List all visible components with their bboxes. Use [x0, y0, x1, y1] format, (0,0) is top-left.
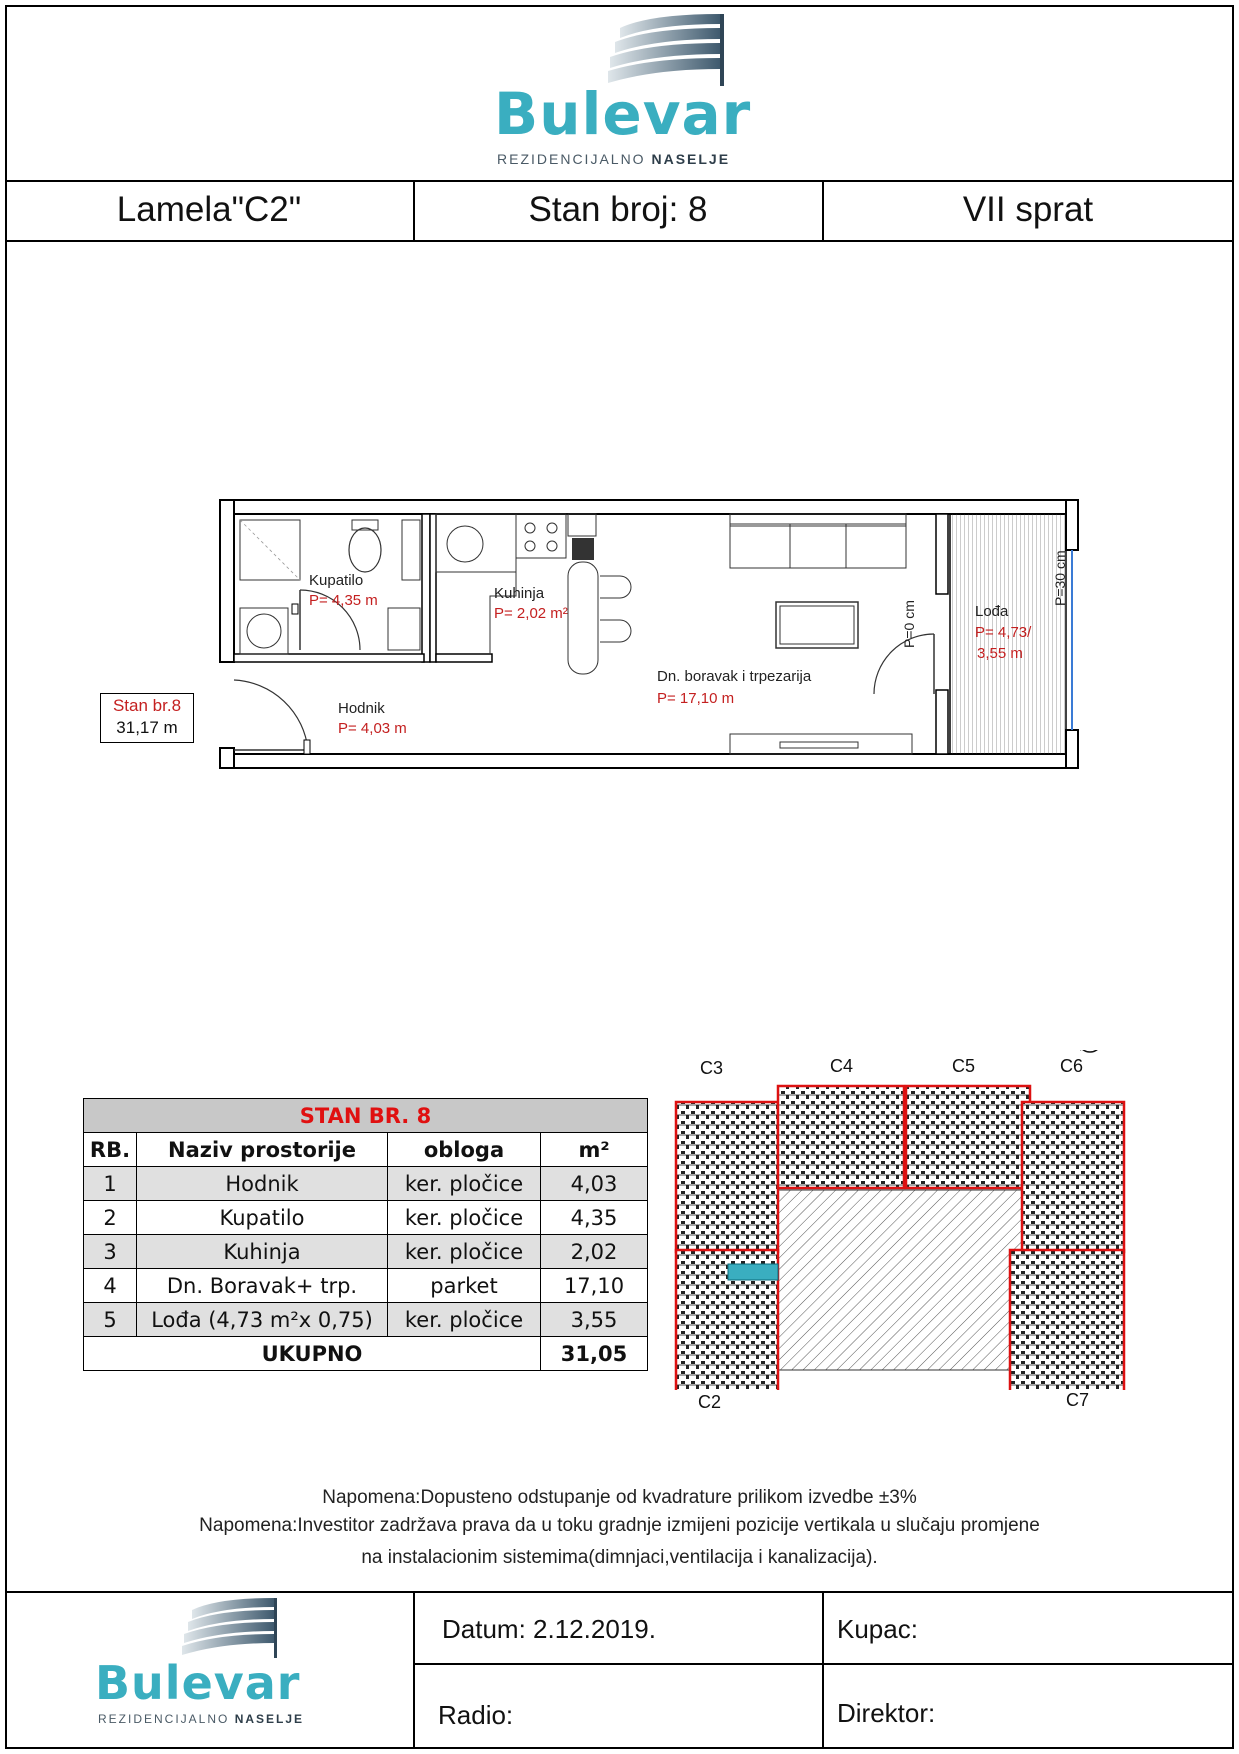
brand-tagline: REZIDENCIJALNO NASELJE: [497, 151, 731, 167]
unit-tag: [100, 693, 194, 743]
table-header: m²: [541, 1133, 648, 1167]
table-header: RB.: [84, 1133, 137, 1167]
stan-label: Stan broj: 8: [528, 190, 708, 229]
footer-col-divider: [413, 1591, 415, 1749]
site-label-c7: C7: [1066, 1390, 1090, 1410]
site-label-c4: C4: [830, 1056, 854, 1076]
table-cell: parket: [388, 1269, 541, 1303]
footer-kupac: Kupac:: [837, 1614, 918, 1644]
table-cell: 4: [84, 1269, 137, 1303]
header-divider-bottom: [5, 240, 1234, 242]
note-line-1: Napomena:Dopusteno odstupanje od kvadrature prilikom izvedbe ±3%: [322, 1487, 917, 1508]
table-cell: ker. pločice: [388, 1303, 541, 1337]
room-name-lodja: Lođa: [975, 603, 1009, 620]
footer-row-divider: [413, 1663, 1234, 1665]
table-cell: ker. pločice: [388, 1167, 541, 1201]
table-header: Naziv prostorije: [137, 1133, 388, 1167]
building-logo-icon: [490, 8, 770, 88]
north-arrow-icon: [1078, 1050, 1102, 1052]
header-logo: [490, 8, 770, 168]
table-row: [84, 1269, 648, 1303]
brand-name: Bulevar: [95, 1656, 301, 1710]
sprat-label: VII sprat: [962, 190, 1094, 229]
table-cell: 5: [84, 1303, 137, 1337]
table-row: [84, 1303, 648, 1337]
room-area-lodja-net: 3,55 m: [977, 645, 1023, 662]
outer-wall-left: [220, 500, 234, 662]
table-cell: ker. pločice: [388, 1201, 541, 1235]
site-label-c5: C5: [952, 1056, 976, 1076]
room-name-kupatilo: Kupatilo: [309, 572, 364, 589]
table-cell: Lođa (4,73 m²x 0,75): [137, 1303, 388, 1337]
room-table: [83, 1098, 648, 1371]
total-value: 31,05: [541, 1337, 648, 1371]
table-cell: Hodnik: [137, 1167, 388, 1201]
table-cell: 1: [84, 1167, 137, 1201]
kitchen-bottom-wall: [436, 654, 492, 662]
header-divider-top: [5, 180, 1234, 182]
sofa-icon: [730, 524, 906, 568]
outer-wall-top: [220, 500, 1078, 514]
table-total-row: [84, 1337, 648, 1371]
footer-direktor: Direktor:: [837, 1698, 936, 1728]
lamela-label: Lamela"C2": [116, 190, 302, 229]
loggia-wall: [936, 514, 948, 594]
unit-tag-name: Stan br.8: [112, 696, 182, 715]
brand-name: Bulevar: [494, 80, 752, 148]
block-c4: [778, 1086, 904, 1188]
footer-col-divider: [822, 1591, 824, 1749]
block-c6: [1022, 1102, 1124, 1252]
table-cell: 17,10: [541, 1269, 648, 1303]
tv-stand-icon: [730, 734, 912, 754]
note-line-3: na instalacionim sistemima(dimnjaci,ventilacija i kanalizacija).: [361, 1547, 878, 1568]
bathroom-wall: [422, 514, 430, 662]
footer-datum: Datum: 2.12.2019.: [442, 1614, 656, 1644]
table-cell: 3,55: [541, 1303, 648, 1337]
table-title: STAN BR. 8: [84, 1099, 648, 1133]
toilet-icon: [349, 528, 381, 572]
table-cell: 2,02: [541, 1235, 648, 1269]
table-cell: Dn. Boravak+ trp.: [137, 1269, 388, 1303]
outer-wall-right: [1066, 500, 1078, 550]
table-header: obloga: [388, 1133, 541, 1167]
site-label-c3: C3: [700, 1058, 724, 1078]
site-plan: [670, 1050, 1130, 1390]
table-cell: 2: [84, 1201, 137, 1235]
outer-wall-left-low: [220, 748, 234, 768]
room-area-boravak: P= 17,10 m: [657, 690, 735, 707]
table-cell: 3: [84, 1235, 137, 1269]
note-line-2: Napomena:Investitor zadržava prava da u toku gradnje izmijeni pozicije vertikala u slučaju promjene: [199, 1515, 1040, 1536]
table-row: [84, 1235, 648, 1269]
room-area-hodnik: P= 4,03 m: [338, 720, 407, 737]
total-label: UKUPNO: [84, 1337, 541, 1371]
table-cell: 4,35: [541, 1201, 648, 1235]
block-c7: [1010, 1250, 1124, 1390]
table-cell: Kuhinja: [137, 1235, 388, 1269]
unit-tag-area: 31,17 m: [116, 718, 178, 737]
site-label-c6: C6: [1060, 1056, 1084, 1076]
table-row: [84, 1201, 648, 1235]
dim-right: P=30 cm: [1052, 550, 1068, 606]
table-cell: ker. pločice: [388, 1235, 541, 1269]
kitchen-left-wall: [430, 514, 436, 662]
room-name-kuhinja: Kuhinja: [494, 585, 545, 602]
courtyard: [778, 1190, 1022, 1370]
outer-wall-right-low: [1066, 730, 1078, 768]
table-row: [84, 1167, 648, 1201]
table-cell: Kupatilo: [137, 1201, 388, 1235]
site-label-c2: C2: [698, 1392, 722, 1412]
dim-left: P=0 cm: [901, 600, 917, 648]
kitchen-wall: [234, 654, 424, 662]
outer-wall-bottom: [220, 754, 1078, 768]
room-area-lodja: P= 4,73/: [975, 624, 1032, 641]
room-name-boravak: Dn. boravak i trpezarija: [657, 668, 812, 685]
loggia-wall-low: [936, 690, 948, 754]
coffee-table-icon: [776, 602, 858, 648]
brand-tagline: REZIDENCIJALNO NASELJE: [98, 1712, 305, 1726]
block-c5: [906, 1086, 1030, 1188]
room-name-hodnik: Hodnik: [338, 700, 385, 717]
table-cell: 4,03: [541, 1167, 648, 1201]
building-logo-icon: [92, 1592, 322, 1662]
room-area-kupatilo: P= 4,35 m: [309, 592, 378, 609]
sink-icon: [447, 526, 483, 562]
footer-radio: Radio:: [438, 1700, 514, 1730]
room-area-kuhinja: P= 2,02 m²: [494, 605, 568, 622]
unit-highlight: [728, 1264, 778, 1280]
footer-logo: [92, 1592, 322, 1742]
block-c3: [676, 1102, 778, 1252]
